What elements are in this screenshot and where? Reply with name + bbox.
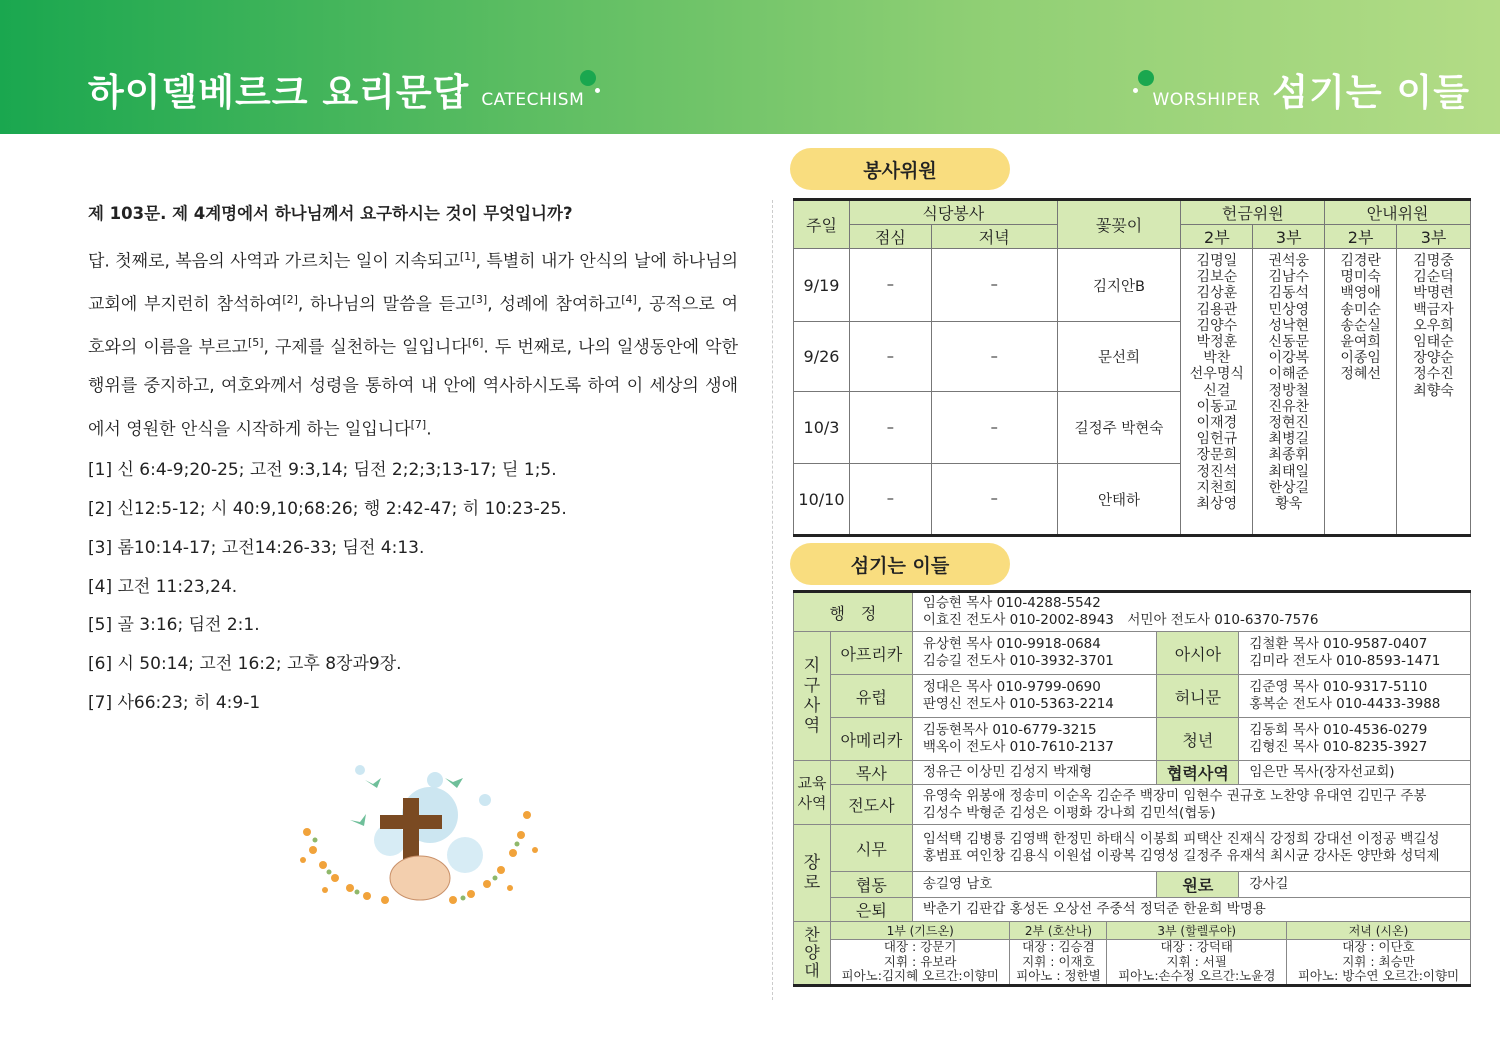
reference-list xyxy=(88,451,738,723)
list-item: 황욱 xyxy=(1275,496,1303,513)
list-item: 김동석 xyxy=(1268,285,1310,302)
row-lunch: – xyxy=(849,249,931,322)
reference-item: [7] 사66:23; 히 4:9-1 xyxy=(88,692,261,713)
evangelist-label: 전도사 xyxy=(830,785,912,825)
footnote-marker: [7] xyxy=(410,417,427,431)
pastor-names: 정유근 이상민 김성지 박재형 xyxy=(912,761,1157,785)
list-item: 신걸 xyxy=(1203,382,1231,399)
active-elder-label: 시무 xyxy=(830,825,912,872)
answer-text: , 구제를 실천하는 일입니다 xyxy=(263,337,468,358)
coop-elder-label: 협동 xyxy=(830,872,912,898)
retired-names: 박춘기 김판갑 홍성돈 오상선 주중석 정덕준 한윤희 박명용 xyxy=(912,898,1470,922)
col-offering-2: 2부 xyxy=(1181,225,1253,249)
catechism-question: 제 103문. 제 4계명에서 하나님께서 요구하시는 것이 무엇입니까? xyxy=(88,204,573,223)
guide-2-names xyxy=(1325,249,1397,536)
list-item: 백영애 xyxy=(1340,285,1381,302)
reference-item: [1] 신 6:4-9;20-25; 고전 9:3,14; 딤전 2;2;3;13-17; 딛 1;5. xyxy=(88,460,557,481)
africa-label: 아프리카 xyxy=(830,632,912,675)
list-item: 이강복 xyxy=(1268,350,1310,367)
list-item: 권석웅 xyxy=(1268,253,1310,269)
list-item: 성낙현 xyxy=(1268,317,1310,334)
table-row xyxy=(794,249,1471,322)
header-banner xyxy=(0,0,1500,134)
choir-name: 1부 (기드온) xyxy=(831,922,1010,940)
offering-2-names xyxy=(1181,249,1253,536)
choir-members: 대장 : 김승겸 지휘 : 이재호 피아노 : 정한별 xyxy=(1010,940,1107,984)
row-date: 9/19 xyxy=(794,249,850,322)
list-item: 신동문 xyxy=(1268,334,1310,351)
answer-text: , 공적으로 여호와의 이름을 부르고 xyxy=(88,294,739,358)
list-item: 이재경 xyxy=(1196,415,1238,432)
region-label: 지 구 사 역 xyxy=(794,632,831,761)
row-date: 10/3 xyxy=(794,392,850,464)
list-item: 최상영 xyxy=(1196,496,1238,513)
row-dinner: – xyxy=(931,392,1057,464)
answer-text: , 성례에 참여하고 xyxy=(487,294,622,315)
list-item: 임헌규 xyxy=(1196,431,1238,448)
col-guide-2: 2부 xyxy=(1325,225,1397,249)
worshiper-subtitle: WORSHIPER xyxy=(1152,90,1261,110)
active-elder-names: 임석택 김병룡 김영백 한정민 하태식 이봉희 피택산 진재식 강정희 강대선 이정공 백길성 홍범표 여인창 김용식 이원섭 이광복 김영성 길정주 유재석 최시균 강사돈 양만화 성덕제 xyxy=(912,825,1470,872)
edu-label: 교육 사역 xyxy=(794,761,831,825)
catechism-answer xyxy=(88,238,738,449)
list-item: 이종임 xyxy=(1340,350,1381,367)
row-flower: 문선희 xyxy=(1057,322,1181,392)
list-item: 최종휘 xyxy=(1268,447,1310,464)
emeritus-names: 강사길 xyxy=(1239,872,1471,898)
row-lunch: – xyxy=(849,392,931,464)
list-item: 김명일 xyxy=(1196,253,1238,269)
pastor-label: 목사 xyxy=(830,761,912,785)
list-item: 정현진 xyxy=(1268,415,1310,432)
list-item: 최병길 xyxy=(1268,431,1310,448)
emeritus-label: 원로 xyxy=(1157,872,1239,898)
list-item: 박정훈 xyxy=(1196,334,1238,351)
youth-label: 청년 xyxy=(1157,718,1239,761)
list-item: 백금자 xyxy=(1413,301,1454,318)
list-item: 한상길 xyxy=(1268,479,1310,496)
col-meal: 식당봉사 xyxy=(849,200,1057,225)
volunteers-table xyxy=(793,198,1471,537)
coop-elder-names: 송길영 남호 xyxy=(912,872,1157,898)
worshiper-heading xyxy=(1153,62,1471,116)
list-item: 진유찬 xyxy=(1268,398,1310,415)
row-flower: 길정주 박현숙 xyxy=(1057,392,1181,464)
offering-3-names xyxy=(1253,249,1325,536)
europe-names: 정대은 목사 010-9799-0690 판영신 전도사 010-5363-2214 xyxy=(912,675,1157,718)
list-item: 오우희 xyxy=(1413,317,1454,334)
col-lunch: 점심 xyxy=(849,225,931,249)
youth-names: 김동희 목사 010-4536-0279 김형진 목사 010-8235-3927 xyxy=(1239,718,1471,761)
retired-label: 은퇴 xyxy=(830,898,912,922)
answer-text: , 하나님의 말씀을 듣고 xyxy=(297,294,472,315)
footnote-marker: [2] xyxy=(282,293,298,307)
page-divider xyxy=(772,200,773,1000)
list-item: 김남수 xyxy=(1268,269,1310,286)
europe-label: 유럽 xyxy=(830,675,912,718)
col-guide: 안내위원 xyxy=(1325,200,1471,225)
list-item: 김상훈 xyxy=(1196,285,1238,302)
list-item: 박찬 xyxy=(1203,350,1231,367)
reference-item: [3] 롬10:14-17; 고전14:26-33; 딤전 4:13. xyxy=(88,537,425,558)
choir-name: 2부 (호산나) xyxy=(1010,922,1107,940)
footnote-marker: [1] xyxy=(459,250,476,263)
list-item: 정진석 xyxy=(1196,463,1238,480)
list-item: 최향숙 xyxy=(1413,382,1454,399)
col-guide-3: 3부 xyxy=(1397,225,1471,249)
list-item: 김보순 xyxy=(1196,269,1238,286)
choir-label: 찬 양 대 xyxy=(794,922,831,986)
list-item: 김순덕 xyxy=(1413,269,1454,286)
list-item: 정방철 xyxy=(1268,382,1310,399)
cross-hands-illustration xyxy=(295,760,545,920)
row-dinner: – xyxy=(931,464,1057,536)
guide-3-names xyxy=(1397,249,1471,536)
worshiper-title: 섬기는 이들 xyxy=(1272,71,1470,114)
catechism-section xyxy=(88,200,738,723)
choir-name: 3부 (할렐루야) xyxy=(1107,922,1287,940)
list-item: 박명련 xyxy=(1413,285,1454,302)
col-offering-3: 3부 xyxy=(1253,225,1325,249)
answer-text: . xyxy=(426,419,432,440)
servers-table xyxy=(793,590,1471,987)
hub-label: 허니문 xyxy=(1157,675,1239,718)
choir-members: 대장 : 이단호 지휘 : 최승만 피아노: 방수연 오르간:이향미 xyxy=(1287,940,1471,984)
choir-members: 대장 : 강덕태 지휘 : 서필 피아노:손수정 오르간:노윤경 xyxy=(1107,940,1287,984)
list-item: 최태일 xyxy=(1268,463,1310,480)
answer-text: 답. 첫째로, 복음의 사역과 가르치는 일이 지속되고 xyxy=(88,251,460,272)
choir-members: 대장 : 강문기 지휘 : 유보라 피아노:김지혜 오르간:이향미 xyxy=(831,940,1010,984)
row-dinner: – xyxy=(931,249,1057,322)
list-item: 김용관 xyxy=(1196,301,1238,318)
volunteers-title: 봉사위원 xyxy=(790,148,1010,190)
choir-name: 저녁 (시온) xyxy=(1287,922,1471,940)
footnote-marker: [3] xyxy=(471,293,488,307)
catechism-heading xyxy=(88,62,584,116)
row-flower: 안태하 xyxy=(1057,464,1181,536)
col-week: 주일 xyxy=(794,200,850,249)
evangelist-names: 유영숙 위봉애 정송미 이순옥 김순주 백장미 임현수 권규호 노찬양 유대연 김민구 주봉 김성수 박형준 김성은 이평화 강나희 김민석(협동) xyxy=(912,785,1470,825)
admin-label: 행 정 xyxy=(794,592,913,632)
list-item: 이해준 xyxy=(1268,366,1310,383)
america-label: 아메리카 xyxy=(830,718,912,761)
row-date: 10/10 xyxy=(794,464,850,536)
asia-names: 김철환 목사 010-9587-0407 김미라 전도사 010-8593-1471 xyxy=(1239,632,1471,675)
row-flower: 김지안B xyxy=(1057,249,1181,322)
col-flower: 꽃꽂이 xyxy=(1057,200,1181,249)
catechism-title: 하이델베르크 요리문답 xyxy=(88,71,470,114)
list-item: 장양순 xyxy=(1413,350,1454,367)
asia-label: 아시아 xyxy=(1157,632,1239,675)
answer-text: . 두 번째로, 나의 일생동안에 악한 행위를 중지하고, 여호와께서 성령을 통하여 내 안에 역사하시도록 하여 이 세상의 생애에서 영원한 안식을 시작하게 하는 일입니다 xyxy=(88,337,738,440)
list-item: 정혜선 xyxy=(1340,366,1381,383)
row-lunch: – xyxy=(849,322,931,392)
footnote-marker: [4] xyxy=(621,293,637,307)
list-item: 장문희 xyxy=(1196,447,1238,464)
list-item: 김경란 xyxy=(1340,253,1381,269)
white-dot-icon xyxy=(595,88,600,93)
catechism-subtitle: CATECHISM xyxy=(481,90,585,110)
list-item: 임태순 xyxy=(1413,334,1454,351)
list-item: 명미숙 xyxy=(1340,269,1381,286)
coop-label: 협력사역 xyxy=(1157,761,1239,785)
america-names: 김동현목사 010-6779-3215 백옥이 전도사 010-7610-2137 xyxy=(912,718,1157,761)
list-item: 송순실 xyxy=(1340,317,1381,334)
reference-item: [2] 신12:5-12; 시 40:9,10;68:26; 행 2:42-47; 히 10:23-25. xyxy=(88,498,567,519)
row-dinner: – xyxy=(931,322,1057,392)
elder-label: 장 로 xyxy=(794,825,831,922)
row-lunch: – xyxy=(849,464,931,536)
list-item: 지천희 xyxy=(1196,479,1238,496)
list-item: 정수진 xyxy=(1413,366,1454,383)
hub-names: 김준영 목사 010-9317-5110 홍복순 전도사 010-4433-3988 xyxy=(1239,675,1471,718)
list-item: 선우명식 xyxy=(1189,366,1244,383)
col-offering: 헌금위원 xyxy=(1181,200,1325,225)
reference-item: [6] 시 50:14; 고전 16:2; 고후 8장과9장. xyxy=(88,654,402,675)
list-item: 김명중 xyxy=(1413,253,1454,269)
row-date: 9/26 xyxy=(794,322,850,392)
list-item: 이동교 xyxy=(1196,398,1238,415)
list-item: 송미순 xyxy=(1340,301,1381,318)
footnote-marker: [5] xyxy=(247,336,264,350)
africa-names: 유상현 목사 010-9918-0684 김승길 전도사 010-3932-3701 xyxy=(912,632,1157,675)
servers-title: 섬기는 이들 xyxy=(790,543,1010,585)
answer-text: , 특별히 내가 안식의 날에 하나님의 교회에 부지런히 참석하여 xyxy=(88,251,738,315)
list-item: 민상영 xyxy=(1268,301,1310,318)
list-item: 윤여희 xyxy=(1340,334,1381,351)
choir-section xyxy=(830,922,1470,986)
white-dot-icon xyxy=(1133,88,1138,93)
col-dinner: 저녁 xyxy=(931,225,1057,249)
reference-item: [5] 골 3:16; 딤전 2:1. xyxy=(88,615,260,636)
footnote-marker: [6] xyxy=(467,336,484,350)
admin-names: 임승현 목사 010-4288-5542 이효진 전도사 010-2002-8943 서민아 전도사 010-6370-7576 xyxy=(912,592,1470,632)
reference-item: [4] 고전 11:23,24. xyxy=(88,576,238,597)
green-dot-icon xyxy=(580,70,596,86)
list-item: 김양수 xyxy=(1196,317,1238,334)
coop-names: 임은만 목사(장자선교회) xyxy=(1239,761,1471,785)
